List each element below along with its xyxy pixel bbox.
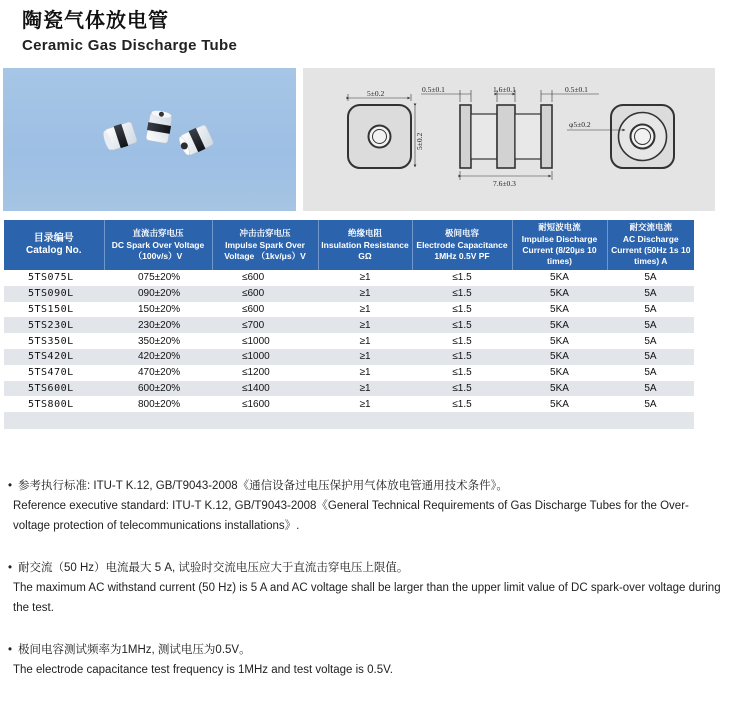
cell-ac-current: 5A bbox=[607, 333, 694, 349]
cell-capacitance: ≤1.5 bbox=[412, 302, 512, 318]
cell-capacitance: ≤1.5 bbox=[412, 365, 512, 381]
cell-insulation: ≥1 bbox=[318, 396, 412, 412]
table-row bbox=[4, 333, 694, 349]
cell-impulse-voltage: ≤1200 bbox=[212, 365, 318, 381]
page-title-chinese: 陶瓷气体放电管 bbox=[22, 8, 169, 32]
note-reference-standard bbox=[8, 476, 723, 536]
cell-insulation: ≥1 bbox=[318, 317, 412, 333]
cell-catalog: 5TS090L bbox=[4, 286, 104, 302]
bullet-icon: • bbox=[8, 644, 13, 656]
cell-ac-current: 5A bbox=[607, 381, 694, 397]
note-cn: 极间电容测试频率为1MHz, 测试电压为0.5V。 bbox=[18, 644, 251, 656]
side-view bbox=[421, 85, 599, 188]
cell-catalog: 5TS800L bbox=[4, 396, 104, 412]
cell-insulation: ≥1 bbox=[318, 333, 412, 349]
page-title-english: Ceramic Gas Discharge Tube bbox=[22, 37, 238, 54]
end-view-left bbox=[348, 89, 424, 168]
cell-catalog: 5TS150L bbox=[4, 302, 104, 318]
header-electrode-capacitance: 极间电容 Electrode Capacitance 1MHz 0.5V PF bbox=[412, 220, 512, 270]
note-en: Reference executive standard: ITU-T K.12, GB/T9043-2008《General Technical Requirements of Gas Discharge Tubes for the Over-voltage protection of telecommunications installations》. bbox=[13, 500, 689, 532]
cell-impulse-current: 5KA bbox=[512, 365, 607, 381]
note-en: The electrode capacitance test frequency is 1MHz and test voltage is 0.5V. bbox=[13, 664, 393, 676]
cell-impulse-voltage: ≤1400 bbox=[212, 381, 318, 397]
cell-capacitance: ≤1.5 bbox=[412, 396, 512, 412]
note-en: The maximum AC withstand current (50 Hz) is 5 A and AC voltage shall be larger than the upper limit value of DC spark-over voltage during the test. bbox=[13, 582, 721, 614]
cell-insulation: ≥1 bbox=[318, 270, 412, 286]
cell-capacitance: ≤1.5 bbox=[412, 381, 512, 397]
cell-capacitance: ≤1.5 bbox=[412, 286, 512, 302]
cell-catalog: 5TS600L bbox=[4, 381, 104, 397]
cell-dc-voltage: 090±20% bbox=[104, 286, 212, 302]
cell-dc-voltage: 800±20% bbox=[104, 396, 212, 412]
cell-impulse-current: 5KA bbox=[512, 270, 607, 286]
end-view-right bbox=[567, 105, 674, 168]
cell-catalog: 5TS470L bbox=[4, 365, 104, 381]
cell-insulation: ≥1 bbox=[318, 349, 412, 365]
cell-impulse-voltage: ≤1000 bbox=[212, 349, 318, 365]
note-cn: 耐交流（50 Hz）电流最大 5 A, 试验时交流电压应大于直流击穿电压上限值。 bbox=[18, 562, 409, 574]
cell-impulse-current: 5KA bbox=[512, 317, 607, 333]
table-row bbox=[4, 286, 694, 302]
bullet-icon: • bbox=[8, 562, 13, 574]
dim-end-right-label: 0.5±0.1 bbox=[565, 85, 588, 94]
cell-catalog: 5TS230L bbox=[4, 317, 104, 333]
dim-width-label: 5±0.2 bbox=[367, 89, 385, 98]
header-dc-spark-over: 直流击穿电压 DC Spark Over Voltage （100v/s）V bbox=[104, 220, 212, 270]
cell-ac-current: 5A bbox=[607, 365, 694, 381]
cell-impulse-current: 5KA bbox=[512, 286, 607, 302]
table-row bbox=[4, 396, 694, 412]
cell-insulation: ≥1 bbox=[318, 286, 412, 302]
bullet-icon: • bbox=[8, 480, 13, 492]
cell-catalog: 5TS350L bbox=[4, 333, 104, 349]
table-row bbox=[4, 365, 694, 381]
table-row bbox=[4, 349, 694, 365]
note-ac-current bbox=[8, 558, 723, 618]
table-header-row bbox=[4, 220, 694, 270]
cell-dc-voltage: 470±20% bbox=[104, 365, 212, 381]
notes-section bbox=[8, 476, 723, 702]
cell-ac-current: 5A bbox=[607, 302, 694, 318]
cell-insulation: ≥1 bbox=[318, 365, 412, 381]
cell-ac-current: 5A bbox=[607, 349, 694, 365]
header-catalog-no: 目录编号 Catalog No. bbox=[4, 220, 104, 270]
cell-dc-voltage: 350±20% bbox=[104, 333, 212, 349]
cell-ac-current: 5A bbox=[607, 396, 694, 412]
cell-ac-current: 5A bbox=[607, 270, 694, 286]
cell-capacitance: ≤1.5 bbox=[412, 270, 512, 286]
header-impulse-discharge: 耐短波电流 Impulse Discharge Current (8/20μs 10 times) bbox=[512, 220, 607, 270]
dim-center-label: 1.6±0.1 bbox=[493, 85, 516, 94]
cell-impulse-voltage: ≤700 bbox=[212, 317, 318, 333]
dimension-drawing bbox=[303, 68, 715, 211]
cell-catalog: 5TS075L bbox=[4, 270, 104, 286]
dim-height-label: 5±0.2 bbox=[415, 132, 424, 150]
cell-dc-voltage: 150±20% bbox=[104, 302, 212, 318]
table-row bbox=[4, 317, 694, 333]
note-cn: 参考执行标准: ITU-T K.12, GB/T9043-2008《通信设备过电压保护用气体放电管通用技术条件》。 bbox=[18, 480, 508, 492]
cell-capacitance: ≤1.5 bbox=[412, 317, 512, 333]
cell-impulse-current: 5KA bbox=[512, 396, 607, 412]
cell-impulse-voltage: ≤1000 bbox=[212, 333, 318, 349]
dim-end-left-label: 0.5±0.1 bbox=[422, 85, 445, 94]
header-impulse-spark-over: 冲击击穿电压 Impulse Spark Over Voltage （1kv/μs）V bbox=[212, 220, 318, 270]
cell-capacitance: ≤1.5 bbox=[412, 349, 512, 365]
cell-dc-voltage: 075±20% bbox=[104, 270, 212, 286]
cell-impulse-current: 5KA bbox=[512, 333, 607, 349]
dim-length-label: 7.6±0.3 bbox=[493, 179, 516, 188]
cell-impulse-current: 5KA bbox=[512, 302, 607, 318]
header-ac-discharge: 耐交流电流 AC Discharge Current (50Hz 1s 10 times) A bbox=[607, 220, 694, 270]
cell-impulse-voltage: ≤600 bbox=[212, 286, 318, 302]
cell-ac-current: 5A bbox=[607, 317, 694, 333]
product-photo bbox=[3, 68, 296, 211]
cell-ac-current: 5A bbox=[607, 286, 694, 302]
cell-dc-voltage: 230±20% bbox=[104, 317, 212, 333]
note-capacitance-test bbox=[8, 640, 723, 680]
cell-capacitance: ≤1.5 bbox=[412, 333, 512, 349]
cell-insulation: ≥1 bbox=[318, 302, 412, 318]
table-row bbox=[4, 270, 694, 286]
cell-impulse-current: 5KA bbox=[512, 381, 607, 397]
cell-impulse-voltage: ≤600 bbox=[212, 270, 318, 286]
dim-diameter-label: φ5±0.2 bbox=[569, 120, 591, 129]
header-insulation-resistance: 绝缘电阻 Insulation Resistance GΩ bbox=[318, 220, 412, 270]
dimension-drawing-svg bbox=[303, 68, 715, 211]
table-row bbox=[4, 381, 694, 397]
table-row bbox=[4, 302, 694, 318]
cell-catalog: 5TS420L bbox=[4, 349, 104, 365]
cell-insulation: ≥1 bbox=[318, 381, 412, 397]
cell-dc-voltage: 420±20% bbox=[104, 349, 212, 365]
cell-impulse-voltage: ≤1600 bbox=[212, 396, 318, 412]
cell-impulse-voltage: ≤600 bbox=[212, 302, 318, 318]
cell-impulse-current: 5KA bbox=[512, 349, 607, 365]
gas-tube-photo-illustration bbox=[3, 68, 296, 211]
cell-dc-voltage: 600±20% bbox=[104, 381, 212, 397]
specification-table bbox=[4, 220, 694, 429]
table-row-empty bbox=[4, 412, 694, 429]
